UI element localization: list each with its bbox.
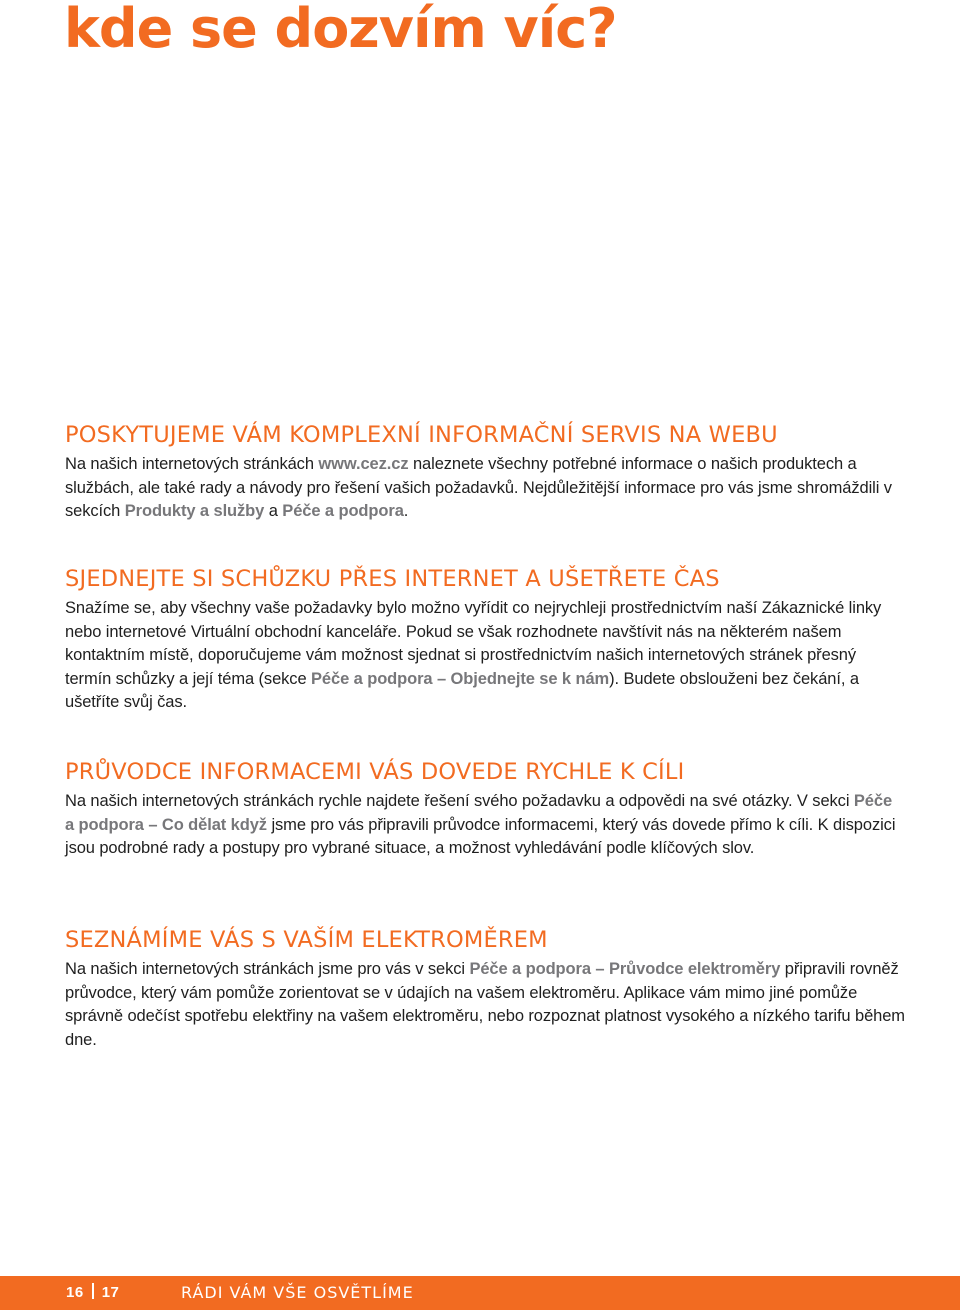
body-text: naleznete všechny potřebné informace o našich produktech a službách, ale také rady a návody pro řešení vašich požadavků. Nejdůležitější informace pro vás jsme shromáždili v sekcích — [65, 455, 892, 521]
section-guide — [65, 758, 905, 861]
section-body — [65, 597, 905, 715]
section-heading: POSKYTUJEME VÁM KOMPLEXNÍ INFORMAČNÍ SERVIS NA WEBU — [65, 422, 778, 448]
what-to-do-link[interactable]: Péče a podpora – Co dělat když — [65, 792, 893, 834]
footer-slogan: RÁDI VÁM VŠE OSVĚTLÍME — [181, 1283, 414, 1302]
section-body — [65, 790, 905, 861]
body-text: Na našich internetových stránkách — [65, 455, 319, 473]
page-separator — [92, 1283, 94, 1299]
section-heading: SJEDNEJTE SI SCHŮZKU PŘES INTERNET A UŠETŘETE ČAS — [65, 566, 720, 592]
body-text: jsme pro vás připravili průvodce informacemi, který vás dovede přímo k cíli. K dispozici jsou podrobné rady a postupy pro vybrané situace, a možnost vyhledávání podle klíčových slov. — [65, 815, 896, 858]
section-body — [65, 453, 905, 524]
body-text: Na našich internetových stránkách jsme pro vás v sekci — [65, 960, 470, 978]
section-heading: SEZNÁMÍME VÁS S VAŠÍM ELEKTROMĚREM — [65, 927, 548, 953]
body-text: a — [264, 502, 283, 521]
book-appointment-link[interactable]: Péče a podpora – Objednejte se k nám — [311, 669, 610, 688]
section-body — [65, 958, 905, 1052]
page-numbers — [66, 1276, 119, 1310]
body-text: ). Budete obslouženi bez čekání, a ušetříte svůj čas. — [65, 669, 859, 712]
section-heading: PRŮVODCE INFORMACEMI VÁS DOVEDE RYCHLE K CÍLI — [65, 759, 685, 785]
products-services-link[interactable]: Produkty a služby — [124, 502, 265, 521]
section-web-services — [65, 421, 905, 524]
body-text: . — [403, 502, 409, 521]
meter-guide-link[interactable]: Péče a podpora – Průvodce elektroměry — [469, 960, 781, 978]
page-title: kde se dozvím víc? — [64, 0, 617, 60]
website-link[interactable]: www.cez.cz — [318, 455, 409, 473]
section-meter — [65, 926, 905, 1052]
page-number-right: 17 — [101, 1284, 120, 1301]
footer-bar — [0, 1276, 960, 1310]
body-text: Snažíme se, aby všechny vaše požadavky bylo možno vyřídit co nejrychleji prostřednictvím naší Zákaznické linky nebo internetové Virtuální obchodní kanceláře. Pokud se však rozhodnete navštívit nás na některém našem kontaktním místě, doporučujeme vám možnost sjednat si prostřednictvím našich internetových stránek přesný termín schůzky a její téma (sekce — [65, 599, 882, 688]
section-appointment — [65, 565, 905, 715]
body-text: Na našich internetových stránkách rychle najdete řešení svého požadavku a odpovědi na své otázky. V sekci — [65, 792, 854, 810]
page-number-left: 16 — [66, 1284, 84, 1301]
care-support-link[interactable]: Péče a podpora — [282, 502, 404, 521]
body-text: připravili rovněž průvodce, který vám pomůže zorientovat se v údajích na vašem elektroměru. Aplikace vám mimo jiné pomůže správně odečíst spotřebu elektřiny na vašem elektroměru, nebo rozpoznat platnost vysokého a nízkého tarifu během dne. — [65, 960, 905, 1049]
